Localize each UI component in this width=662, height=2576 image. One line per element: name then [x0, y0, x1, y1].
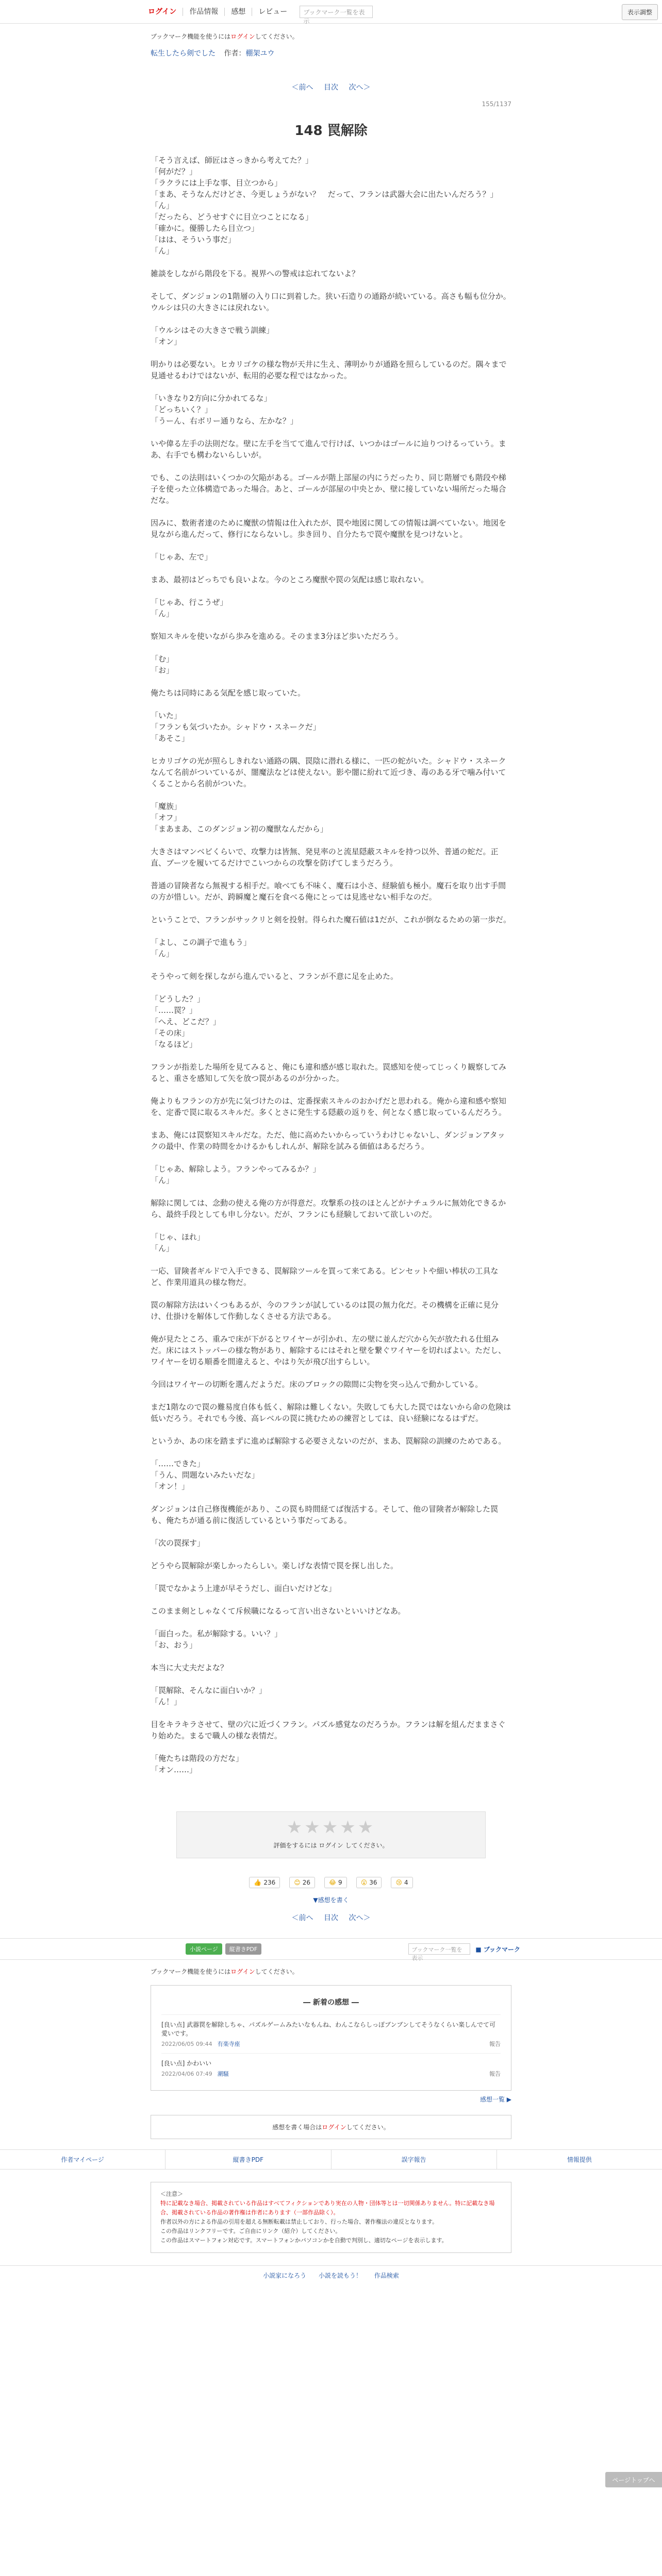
body-line: 「俺たちは階段の方だな」 — [151, 1754, 244, 1763]
body-line: 「……罠？」 — [151, 1006, 197, 1015]
body-line — [151, 1322, 511, 1333]
body-line: 「何がだ？」 — [151, 167, 197, 176]
reaction-count: 26 — [302, 1879, 311, 1886]
body-line: 「ん」 — [151, 1176, 174, 1185]
body-line: ダンジョンは自己修復機能があり、この罠も時間経てば復活する。そして、他の冒険者が解除した罠も、俺たちが通る前に復活しているという事だってある。 — [151, 1504, 499, 1525]
write-impression-link[interactable]: ▼感想を書く — [313, 1896, 349, 1904]
notice-red-lines: 特に記載なき場合、掲載されている作品はすべてフィクションであり実在の人物・団体等とは一切関係ありません。特に記載なき場合、掲載されている作品の著作権は作者にあります（一部作品除く）。 — [160, 2200, 495, 2216]
body-line: 因みに、数術者達のために魔獣の情報は仕入れたが、罠や地図に関しての情報は調べていない。地図を見ながら進んだって、修行にならないし。歩き回り、自分たちで罠や魔獣を見つけないと。 — [151, 518, 507, 539]
login-link[interactable]: ログイン — [142, 8, 183, 16]
body-line: 「まあまあ、このダンジョン初の魔獣なんだから」 — [151, 824, 328, 834]
bookmark-list-button-bottom[interactable]: ブックマーク一覧を表示 — [408, 1943, 470, 1955]
body-line: 「どうした？」 — [151, 994, 205, 1004]
body-line — [151, 1571, 511, 1583]
reaction-bar — [0, 1869, 662, 1892]
impressions-box — [151, 1985, 511, 2091]
star-icon[interactable]: ★ — [286, 1817, 305, 1838]
footer-search-link[interactable]: 作品検索 — [374, 2272, 399, 2279]
body-line: 俺たちは同時にある気配を感じ取っていた。 — [151, 688, 306, 698]
body-line: ヒカリゴケの光が照らしきれない通路の隅、罠陰に潜れる様に、一匹の蛇がいた。シャドウ・スネークなんて名前がついているが、闇魔法などは使えない。影や闇に紛れて近づき、毒のある牙で噛み付いてくることから名前がついた。 — [151, 756, 506, 788]
body-line: 「罠でなかよう上達が早そうだし、面白いだけどな」 — [151, 1584, 337, 1593]
impression-author-link[interactable]: 有楽寺座 — [217, 2041, 240, 2047]
body-line — [151, 1220, 511, 1231]
novel-page-pill[interactable]: 小説ページ — [186, 1943, 222, 1955]
notice-login-link-bottom[interactable]: ログイン — [230, 1968, 255, 1975]
body-line: 「じゃあ、解除しよう。フランやってみるか？」 — [151, 1164, 321, 1174]
body-line — [151, 279, 511, 291]
body-line: このまま剣としゃなくて斥候職になるって言い出さないといいけどなあ。 — [151, 1606, 406, 1616]
novel-info-link[interactable]: 作品情報 — [183, 8, 225, 16]
body-line: 「次の罠探す」 — [151, 1538, 205, 1548]
body-line — [151, 1424, 511, 1435]
notice-login-link[interactable]: ログイン — [230, 33, 255, 40]
rating-note: 評価をするには ログイン してください。 — [273, 1842, 389, 1849]
body-line: 俺が見たところ、重みで床が下がるとワイヤーが引かれ、左の壁に並んだ穴から矢が放たれる仕組みだ。床にはストッパーの様な物があり、解除するにはそれと壁を繋ぐワイヤーを切ればよい。ただし、ワイヤーを切る順番を間違えると、やはり矢が飛び出すらしい。 — [151, 1334, 506, 1366]
impression-author-link[interactable]: 潮騒 — [217, 2071, 229, 2077]
body-line: 「はは、そういう事だ」 — [151, 235, 236, 244]
body-line — [151, 1741, 511, 1753]
body-line: 「ラクラには上手な事、目立つから」 — [151, 178, 283, 188]
body-line — [151, 1673, 511, 1685]
body-line — [151, 1288, 511, 1299]
notice-text-end: してください。 — [255, 1968, 299, 1975]
body-line: 「オフ」 — [151, 813, 181, 822]
body-line — [151, 1254, 511, 1265]
reaction-count: 4 — [404, 1879, 408, 1886]
body-line: 「……できた」 — [151, 1459, 205, 1468]
body-line — [151, 1118, 511, 1129]
body-line — [151, 381, 511, 393]
bottom-toolbar — [0, 1938, 662, 1960]
body-line: 「面白った。私が解除する。いい？」 — [151, 1629, 283, 1638]
impression-meta — [161, 2040, 501, 2048]
body-line: でも、この法則はいくつかの欠陥がある。ゴールが階上部屋の内にうだったり、同じ階層でも階段や梯子を使った立体構造であった場合。あと、ゴールが部屋の中央とか、壁に接していない場所だった場合だな。 — [151, 473, 506, 505]
body-line: 「じゃあ、行こうぜ」 — [151, 598, 228, 607]
site-footer — [0, 2265, 662, 2287]
body-line — [151, 982, 511, 993]
body-line — [151, 619, 511, 631]
body-line — [151, 903, 511, 914]
body-line — [151, 257, 511, 268]
body-line: 大きさはマンベビくらいで、攻撃力は皆無、発見率のと流星隠蔽スキルを持つ以外、普通の蛇だ。正直、ブーツを履いてるだけでこいつからの攻撃を防げてしまうだろう。 — [151, 847, 499, 868]
body-line: 「あそこ」 — [151, 734, 190, 743]
body-line: ということで、フランがサックリと剣を投射。得られた魔石値は1だが、これが倒なるための第一歩だ。 — [151, 915, 511, 924]
body-line: 「どっちいく？」 — [151, 405, 212, 414]
notice-line-4: この作品はスマートフォン対応です。スマートフォンかパソコンかを自動で判別し、適切なページを表示します。 — [160, 2237, 448, 2244]
body-line — [151, 1050, 511, 1061]
body-line: 「ん」 — [151, 1244, 174, 1253]
body-line — [151, 959, 511, 971]
body-line: 今回はワイヤーの切断を選んだようだ。床のブロックの隙間に尖物を突っ込んで動かしている。 — [151, 1380, 483, 1389]
body-line: 「ん！」 — [151, 1697, 182, 1706]
star-icon[interactable]: ★ — [304, 1817, 322, 1838]
header-nav — [142, 8, 293, 16]
site-header — [0, 0, 662, 24]
body-line — [151, 676, 511, 687]
body-line — [151, 1390, 511, 1401]
reaction-button[interactable] — [249, 1877, 280, 1888]
rating-stars[interactable] — [182, 1817, 480, 1838]
page-number: 155/1137 — [482, 100, 511, 108]
body-line: 「オン！」 — [151, 1482, 190, 1491]
body-line — [151, 699, 511, 710]
body-line: 明かりは必要ない。ヒカリゴケの様な物が天井に生え、薄明かりが通路を照らしているのだ。隅々まで見通せるわけではないが、転用的必要な程ではなかった。 — [151, 360, 507, 380]
impression-text: [良い点] かわいい — [161, 2060, 212, 2067]
body-line: 「そう言えば、師匠はさっきから考えてた？」 — [151, 156, 313, 165]
next-link[interactable]: 次へ＞ — [349, 83, 371, 92]
prev-link[interactable]: ＜前へ — [291, 83, 313, 92]
login-note-link[interactable]: ログイン — [322, 2124, 346, 2131]
body-line: 「だったら、どうせすぐに目立つことになる」 — [151, 212, 313, 222]
body-line: 「じゃ、ほれ」 — [151, 1232, 205, 1242]
login-note-text: 感想を書く場合は — [272, 2124, 322, 2131]
body-line — [151, 1084, 511, 1095]
body-line — [151, 1152, 511, 1163]
body-line: 「ん」 — [151, 949, 174, 958]
body-line — [151, 313, 511, 325]
body-line: 「ん」 — [151, 201, 174, 210]
notice-text: ブックマーク機能を使うには — [151, 33, 231, 40]
body-line — [151, 563, 511, 574]
star-icon[interactable]: ★ — [340, 1817, 358, 1838]
body-line: 「オン」 — [151, 337, 182, 346]
body-line: 察知スキルを使いながら歩みを進める。そのまま3分ほど歩いただろう。 — [151, 632, 403, 641]
body-line — [151, 1367, 511, 1379]
body-line: 一応、冒険者ギルドで入手できる、罠解除ツールを買って来てある。ピンセットや細い棒状の工具など、作業用道具の様な物だ。 — [151, 1266, 499, 1287]
notice-line-2: 作者以外の方による作品の引用を超える無断転載は禁止しており、行った場合、著作権法の違反となります。 — [160, 2218, 438, 2225]
review-link[interactable]: レビュー — [258, 7, 288, 16]
author-label: 作者： — [224, 49, 246, 58]
body-line — [151, 585, 511, 597]
body-line: 「む」 — [151, 654, 174, 664]
body-line — [151, 835, 511, 846]
impression-item — [161, 2014, 501, 2053]
notice-line-3: この作品はリンクフリーです。ご自由にリンク（紹介）してください。 — [160, 2228, 341, 2234]
bookmark-button[interactable]: ■ ブックマーク — [475, 1945, 520, 1953]
body-line: 本当に大丈夫だよな？ — [151, 1663, 228, 1672]
body-line — [151, 427, 511, 438]
body-line: 「お、おう」 — [151, 1640, 197, 1650]
typo-report-tab[interactable]: 誤字報告 — [332, 2150, 497, 2169]
impressions-more-text[interactable]: 感想一覧 ▶ — [479, 2096, 511, 2103]
body-line: 俺よりもフランの方が先に気づけたのは、定番探索スキルのおかげだと思われる。俺から違和感や察知を、定番で罠に取るスキルだ。多くとさに発生する隠蔽の返りを、何となく感じ取っているんだろう。 — [151, 1096, 506, 1117]
notice-box — [151, 2182, 511, 2253]
body-line: フランが指差した場所を見てみると、俺にも違和感が感じ取れた。罠感知を使ってじっくり観察してみると、重さを感知して矢を放つ罠があるのが分かった。 — [151, 1062, 507, 1083]
body-line: 「まあ、そうなんだけどさ、今更しょうがない？ だって、フランは武器大会に出たいんだろう？」 — [151, 190, 498, 199]
bookmark-list-button[interactable]: ブックマーク一覧を表示 — [300, 6, 373, 18]
page-top-button[interactable]: ページトップへ — [605, 2472, 662, 2487]
body-line: まあ、最初はどっちでも良いよな。今のところ魔獣や罠の気配は感じ取れない。 — [151, 575, 428, 584]
body-line — [151, 1651, 511, 1662]
body-line — [151, 347, 511, 359]
reaction-emoji-icon: 😢 — [395, 1879, 402, 1886]
bottom-tabs — [0, 2149, 662, 2170]
footer-narou-link[interactable]: 小説家になろう — [263, 2272, 307, 2279]
novel-title-link[interactable]: 転生したら剣でした — [151, 49, 216, 58]
pager-top — [151, 61, 511, 97]
body-line: 「いた」 — [151, 711, 182, 720]
reaction-count: 36 — [369, 1879, 377, 1886]
body-line: 「うん、問題ないみたいだな」 — [151, 1470, 259, 1480]
body-line: 「確かに。優勝したら目立つ」 — [151, 224, 259, 233]
impressions-more-link[interactable] — [151, 2091, 511, 2108]
body-line: 「その床」 — [151, 1028, 190, 1038]
body-line: そうやって剣を探しながら進んでいると、フランが不意に足を止めた。 — [151, 972, 399, 981]
impression-login-note — [151, 2115, 511, 2139]
reaction-button[interactable] — [289, 1877, 315, 1888]
chapter-title: 148 罠解除 — [294, 123, 368, 139]
body-line — [151, 925, 511, 937]
reaction-emoji-icon: 😂 — [329, 1879, 337, 1886]
star-icon[interactable]: ★ — [322, 1817, 340, 1838]
impression-date: 2022/04/06 07:49 — [161, 2071, 212, 2077]
index-link[interactable]: 目次 — [324, 83, 338, 92]
reaction-button[interactable] — [324, 1877, 347, 1888]
body-line — [151, 1617, 511, 1628]
body-line: 「なるほど」 — [151, 1040, 197, 1049]
notice-text: ブックマーク機能を使うには — [151, 1968, 231, 1975]
display-settings-button[interactable]: 表示調整 — [622, 4, 658, 20]
body-line: 「ん」 — [151, 609, 174, 618]
body-line: 罠の解除方法はいくつもあるが、今のフランが試しているのは罠の無力化だ。その機構を正確に見分け、仕掛けを解体して作動しなくさせる方法である。 — [151, 1300, 499, 1321]
body-line — [151, 506, 511, 517]
body-line: 「ウルシはその大きさで戦う訓練」 — [151, 326, 274, 335]
body-line — [151, 1447, 511, 1458]
author-mypage-tab[interactable]: 作者マイページ — [0, 2150, 166, 2169]
body-line: いや偉る左手の法則だな。壁に左手を当てて進んで行けば、いつかはゴールに辿りつけるっていう。まあ、右手でも構わないらしいが。 — [151, 439, 506, 460]
impression-meta — [161, 2070, 501, 2078]
body-line: 「じゃあ、左で」 — [151, 552, 212, 562]
body-line: 解除に関しては、念動の使える俺の方が得意だ。攻撃系の技のほとんどがナチュラルに無効化できるから、最終手段としても申し分ない。だが、フランにも経験しておいて欲しいのだ。 — [151, 1198, 506, 1219]
impression-item — [161, 2053, 501, 2083]
vertical-pdf-tab[interactable]: 縦書きPDF — [166, 2150, 331, 2169]
impressions-link[interactable]: 感想 — [225, 8, 252, 16]
star-icon[interactable]: ★ — [357, 1817, 376, 1838]
body-line — [151, 1492, 511, 1503]
footer-yomou-link[interactable]: 小説を読もう！ — [318, 2272, 362, 2279]
body-line — [151, 1707, 511, 1719]
reaction-count: 236 — [263, 1879, 276, 1886]
reaction-emoji-icon: 😮 — [360, 1879, 368, 1886]
body-line — [151, 540, 511, 551]
body-line: というか、あの床を踏まずに進めば解除する必要さえないのだが、まあ、罠解除の訓練のためである。 — [151, 1436, 506, 1446]
notice-label: ＜注意＞ — [160, 2191, 183, 2197]
body-line: 「うーん、右ボリー通りなら、左かな？」 — [151, 416, 298, 426]
impression-text: [良い点] 武器罠を解除しちゃ、パズルゲームみたいなもんね、わんこならしっぽブンブンしてそうなくらい楽しんでて可愛いです。 — [161, 2021, 495, 2037]
body-line: まだ1階なので罠の難易度自体も低く、解除は難しくない。失敗しても大した罠ではないから命の危険は低いだろう。それでも今後、高レベルの罠に挑むための練習としては、良い経験になるはずだ。 — [151, 1402, 511, 1423]
next-link-bottom[interactable]: 次へ＞ — [349, 1914, 371, 1922]
body-line — [151, 869, 511, 880]
reaction-emoji-icon: 👍 — [254, 1879, 262, 1886]
vertical-pdf-pill[interactable]: 縦書きPDF — [225, 1943, 261, 1955]
index-link-bottom[interactable]: 目次 — [324, 1914, 338, 1922]
body-line: 「罠解除、そんなに面白いか？」 — [151, 1686, 267, 1695]
body-line: 普通の冒険者なら無視する相手だ。喰べても不味く、魔石は小さ、経験値も極小。魔石を取り出す手間の方が惜しい。だが、跨瞬魔と魔石を食べる俺にとっては見逃せない相手なのだ。 — [151, 881, 506, 902]
body-line — [151, 789, 511, 801]
body-line — [151, 1186, 511, 1197]
rating-box — [176, 1811, 486, 1858]
notice-text-end: してください。 — [255, 33, 299, 40]
bookmark-notice-bottom — [151, 1960, 511, 1983]
login-note-text-end: してください。 — [346, 2124, 390, 2131]
body-line: 「よし、この調子で進もう」 — [151, 938, 252, 947]
body-line — [151, 642, 511, 653]
body-line: 「魔族」 — [151, 802, 182, 811]
body-line: 「オン……」 — [151, 1765, 197, 1774]
impressions-heading: ― 新着の感想 ― — [303, 1998, 359, 2007]
body-line: 「へえ、どこだ？」 — [151, 1017, 221, 1026]
body-line: 雑談をしながら階段を下る。視界への警戒は忘れてないよ？ — [151, 269, 360, 278]
body-line: 「フランも気づいたか。シャドウ・スネークだ」 — [151, 722, 321, 732]
body-line — [151, 744, 511, 755]
body-line: どうやら罠解除が楽しかったらしい。楽しげな表情で罠を探し出した。 — [151, 1561, 399, 1570]
body-line: 「いきなり2方向に分かれてるな」 — [151, 394, 272, 403]
lower-content — [151, 1960, 511, 2139]
reaction-emoji-icon: 😊 — [294, 1879, 301, 1886]
reaction-button[interactable] — [391, 1877, 412, 1888]
reaction-button[interactable] — [356, 1877, 382, 1888]
body-line — [151, 1594, 511, 1605]
body-line — [151, 461, 511, 472]
body-line: 「お」 — [151, 666, 174, 675]
body-line: 「ん」 — [151, 246, 174, 256]
bookmark-notice — [151, 24, 511, 45]
body-line: 目をキラキラさせて、壁の穴に近づくフラン。パズル感覚なのだろうか。フランは解を組んだままさぐり始めた。まるで職人の様な表情だ。 — [151, 1720, 506, 1740]
author-link[interactable]: 棚架ユウ — [245, 49, 275, 58]
info-tab[interactable]: 情報提供 — [567, 2156, 592, 2163]
report-button[interactable]: 報告 — [489, 2071, 501, 2077]
body-line: そして、ダンジョンの1階層の入り口に到着した。狭い石造りの通路が続いている。高さも幅も位分か。ウルシは只の大きさには戻れない。 — [151, 292, 511, 312]
impression-date: 2022/06/05 09:44 — [161, 2041, 212, 2047]
novel-header — [151, 45, 511, 61]
prev-link-bottom[interactable]: ＜前へ — [291, 1914, 313, 1922]
main-content — [151, 24, 511, 1791]
body-line — [151, 1526, 511, 1537]
report-button[interactable]: 報告 — [489, 2041, 501, 2047]
reaction-count: 9 — [338, 1879, 342, 1886]
novel-body — [151, 155, 511, 1791]
pager-bottom — [0, 1907, 662, 1928]
body-line — [151, 1549, 511, 1560]
body-line: まあ、俺には罠察知スキルだな。ただ、他に高めたいからっていうわけじゃないし、ダンジョンアタックの最中、作業の時間をかけるかもしれんが、解除を試みる価値はあるだろう。 — [151, 1130, 505, 1151]
